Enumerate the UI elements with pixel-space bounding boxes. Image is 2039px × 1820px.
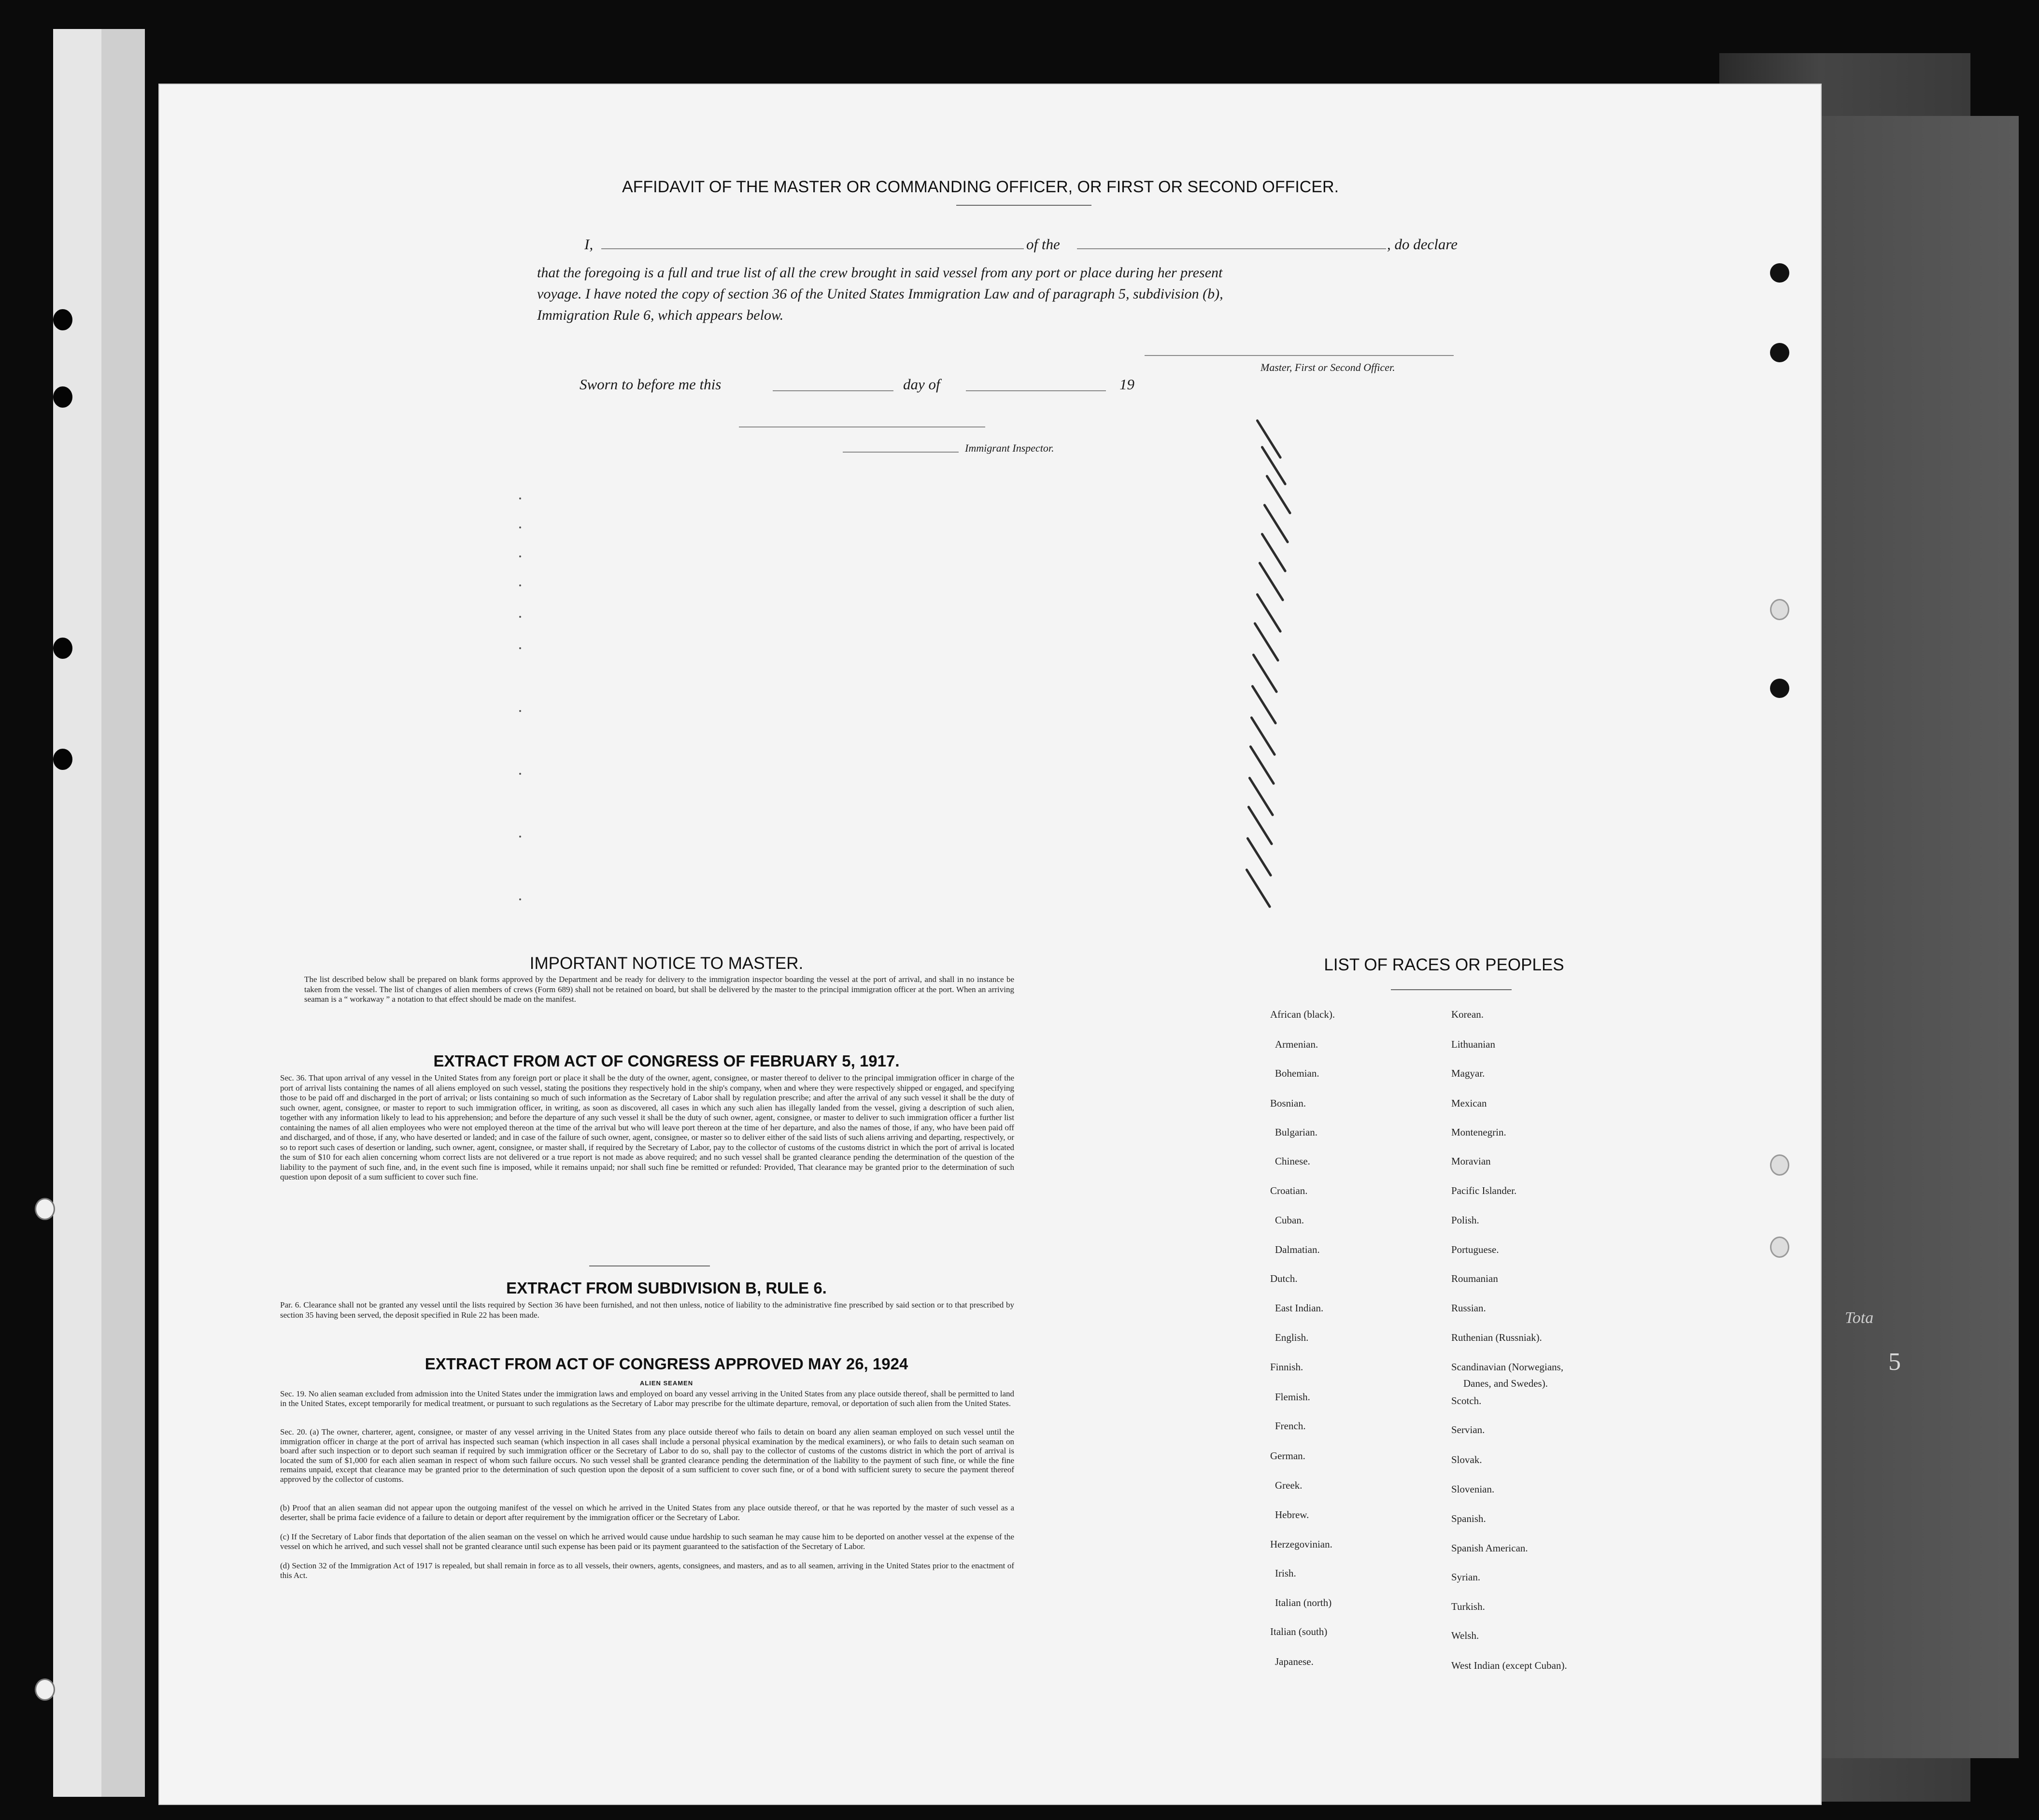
- race-item: Chinese.: [1275, 1155, 1310, 1167]
- punch-hole: [1770, 679, 1789, 698]
- race-item: Korean.: [1451, 1009, 1484, 1020]
- race-item: Russian.: [1451, 1302, 1486, 1314]
- sworn-label: Sworn to before me this: [580, 376, 722, 393]
- speck: [519, 555, 521, 557]
- inspector-label: Immigrant Inspector.: [965, 442, 1054, 454]
- race-item: Italian (north): [1275, 1597, 1332, 1608]
- ring-hole: [35, 1198, 55, 1220]
- extract-1924-sec20c: (c) If the Secretary of Labor finds that deportation of the alien seaman on the vessel on which he arrived would cause undue hardship to such seaman he may cause him to be deported on another vessel at the expense of the vessel on which he arrived, and such vessel shall not be granted clearance until such expense has been paid or its payment guaranteed to the satisfaction of the Secretary of Labor.: [280, 1532, 1014, 1551]
- affidavit-of-the: of the: [1026, 236, 1060, 253]
- extract-1924-title: EXTRACT FROM ACT OF CONGRESS APPROVED MAY 26, 1924: [425, 1355, 908, 1373]
- race-item: Syrian.: [1451, 1571, 1481, 1583]
- vessel-blank[interactable]: [1077, 248, 1386, 249]
- race-item: Bulgarian.: [1275, 1126, 1318, 1138]
- ring-hole: [35, 1678, 55, 1701]
- race-item: German.: [1270, 1450, 1305, 1462]
- race-item: Finnish.: [1270, 1361, 1303, 1373]
- race-item: Slovenian.: [1451, 1483, 1495, 1495]
- speck: [519, 647, 521, 649]
- background-sheet-edge: [1787, 116, 2019, 1758]
- extract-rule6-text: Par. 6. Clearance shall not be granted any vessel until the lists required by Section 36 have been furnished, and not then unless, notice of liability to the administrative fine prescribed by said section or to that prescribed by section 35 having been served, the deposit specified in Rule 22 has been made.: [280, 1300, 1014, 1320]
- speck: [519, 898, 521, 900]
- extract-rule6-title: EXTRACT FROM SUBDIVISION B, RULE 6.: [506, 1279, 827, 1297]
- race-item: Japanese.: [1275, 1656, 1314, 1667]
- race-item: English.: [1275, 1332, 1309, 1343]
- binder-strip-inner: [101, 29, 145, 1797]
- race-item: Danes, and Swedes).: [1463, 1378, 1548, 1389]
- affidavit-title: AFFIDAVIT OF THE MASTER OR COMMANDING OFFICER, OR FIRST OR SECOND OFFICER.: [622, 178, 1339, 196]
- binder-strip: [53, 29, 101, 1797]
- race-item: Flemish.: [1275, 1391, 1310, 1403]
- divider: [1391, 989, 1512, 990]
- punch-hole: [1770, 263, 1789, 283]
- race-item: Slovak.: [1451, 1454, 1482, 1465]
- race-item: Servian.: [1451, 1424, 1485, 1436]
- affidavit-declare: , do declare: [1387, 236, 1458, 253]
- ring-hole: [1770, 1154, 1789, 1176]
- race-item: Dutch.: [1270, 1273, 1298, 1284]
- speck: [519, 584, 521, 586]
- affidavit-text-line: that the foregoing is a full and true list of all the crew brought in said vessel from any port or place during her present: [537, 265, 1223, 281]
- speck: [519, 616, 521, 618]
- race-item: East Indian.: [1275, 1302, 1324, 1314]
- race-item: Greek.: [1275, 1479, 1303, 1491]
- race-item: Mexican: [1451, 1097, 1487, 1109]
- race-item: Magyar.: [1451, 1067, 1485, 1079]
- margin-note-count: 5: [1888, 1348, 1901, 1376]
- race-item: Ruthenian (Russniak).: [1451, 1332, 1542, 1343]
- extract-1917-title: EXTRACT FROM ACT OF CONGRESS OF FEBRUARY 5, 1917.: [433, 1052, 900, 1070]
- extract-1924-subtitle: ALIEN SEAMEN: [639, 1379, 694, 1387]
- race-item: African (black).: [1270, 1009, 1335, 1020]
- race-item: Italian (south): [1270, 1626, 1328, 1637]
- race-item: Welsh.: [1451, 1630, 1479, 1641]
- punch-hole: [53, 638, 72, 659]
- margin-note-total: Tota: [1845, 1309, 1874, 1327]
- divider: [589, 1265, 710, 1266]
- day-of-label: day of: [903, 376, 940, 393]
- punch-hole: [1770, 343, 1789, 362]
- ring-hole: [1770, 1237, 1789, 1258]
- race-item: Portuguese.: [1451, 1244, 1499, 1255]
- race-item: Croatian.: [1270, 1185, 1308, 1196]
- name-blank[interactable]: [601, 248, 1024, 249]
- signature-blank[interactable]: [1145, 355, 1454, 356]
- signature-label: Master, First or Second Officer.: [1260, 361, 1395, 373]
- race-item: Spanish.: [1451, 1513, 1486, 1524]
- punch-hole: [53, 309, 72, 330]
- race-item: Bohemian.: [1275, 1067, 1319, 1079]
- affidavit-text-line: voyage. I have noted the copy of section 36 of the United States Immigration Law and of paragraph 5, subdivision (b),: [537, 286, 1223, 302]
- race-item: Scandinavian (Norwegians,: [1451, 1361, 1564, 1373]
- punch-hole: [53, 749, 72, 770]
- races-title: LIST OF RACES OR PEOPLES: [1324, 955, 1564, 974]
- race-item: Scotch.: [1451, 1395, 1482, 1407]
- notice-text: The list described below shall be prepared on blank forms approved by the Department and be ready for delivery to the immigration inspector boarding the vessel at the port of arrival, and shall in no instance be taken from the vessel. The list of changes of alien members of crews (Form 689) shall not be retained on board, but shall be delivered by the master to the principal immigration officer at the port. When an arriving seaman is a “ workaway ” a notation to that effect should be made on the manifest.: [304, 975, 1014, 1004]
- race-item: Montenegrin.: [1451, 1126, 1506, 1138]
- speck: [519, 773, 521, 775]
- extract-1917-text: Sec. 36. That upon arrival of any vessel in the United States from any foreign port or place it shall be the duty of the owner, agent, consignee, or master thereof to deliver to the principal immigration officer in charge of the port of arrival lists containing the names of all aliens employed on such vessel, stating the positions they respectively hold in the ship's company, when and where they were respectively shipped or engaged, and specifying those to be paid off and discharged in the port of arrival; or lists containing so much of such information as the Secretary of Labor shall by regulation prescribe; and after the arrival of any such vessel it shall be the duty of such owner, agent, consignee, or master to report to such immigration officer, in writing, as soon as discovered, all cases in which any such alien has illegally landed from the vessel, giving a description of such alien, together with any information likely to lead to his apprehension; and before the departure of any such vessel it shall be the duty of such owner, agent, consignee, or master to deliver to such immigration officer a further list containing the names of all alien employees who were not employed thereon at the time of the arrival but who will leave port thereon at the time of her departure, and also the names of those, if any, who have been paid off and discharged, and of those, if any, who have deserted or landed; and in case of the failure of such owner, agent, consignee, or master so to deliver either of the said lists of such aliens arriving and departing, respectively, or so to report such cases of desertion or landing, such owner, agent, consignee, or master shall, if required by the Secretary of Labor, pay to the collector of customs of the customs district in which the port of arrival is located the sum of $10 for each alien concerning whom correct lists are not delivered or a true report is not made as above required; and no such vessel shall be granted clearance pending the determination of the question of the liability to the payment of such fine, and, in the event such fine is imposed, while it remains unpaid; nor shall such fine be remitted or refunded: Provided, That clearance may be granted prior to the determination of such question upon deposit of a sum sufficient to cover such fine.: [280, 1073, 1014, 1181]
- race-item: Polish.: [1451, 1214, 1479, 1226]
- affidavit-i: I,: [584, 236, 594, 253]
- race-item: Irish.: [1275, 1567, 1296, 1579]
- extract-1924-sec19: Sec. 19. No alien seaman excluded from admission into the United States under the immigration laws and employed on board any vessel arriving in the United States from any place outside thereof, shall be permitted to land in the United States, except temporarily for medical treatment, or pursuant to such regulations as the Secretary of Labor may prescribe for the ultimate departure, removal, or deportation of such alien from the United States.: [280, 1389, 1014, 1408]
- year-label: 19: [1119, 376, 1134, 393]
- race-item: Turkish.: [1451, 1601, 1485, 1612]
- divider: [956, 205, 1091, 206]
- speck: [519, 836, 521, 838]
- race-item: West Indian (except Cuban).: [1451, 1660, 1567, 1671]
- inspector-blank-2[interactable]: [843, 452, 959, 453]
- race-item: Moravian: [1451, 1155, 1491, 1167]
- race-item: Hebrew.: [1275, 1509, 1309, 1521]
- race-item: Bosnian.: [1270, 1097, 1306, 1109]
- extract-1924-sec20b: (b) Proof that an alien seaman did not appear upon the outgoing manifest of the vessel on which he arrived in the United States from any place outside thereof, or that he was reported by the master of such vessel as a deserter, shall be prima facie evidence of a failure to detain or deport after requirement by the immigration officer or the Secretary of Labor.: [280, 1503, 1014, 1522]
- race-item: Herzegovinian.: [1270, 1538, 1332, 1550]
- race-item: Pacific Islander.: [1451, 1185, 1517, 1196]
- affidavit-text-line: Immigration Rule 6, which appears below.: [537, 307, 784, 323]
- speck: [519, 498, 521, 499]
- speck: [519, 710, 521, 712]
- race-item: French.: [1275, 1420, 1306, 1432]
- punch-hole: [53, 386, 72, 408]
- race-item: Cuban.: [1275, 1214, 1304, 1226]
- notice-title: IMPORTANT NOTICE TO MASTER.: [529, 954, 804, 973]
- race-item: Spanish American.: [1451, 1542, 1528, 1554]
- speck: [519, 526, 521, 528]
- extract-1924-sec20a: Sec. 20. (a) The owner, charterer, agent, consignee, or master of any vessel arriving in the United States from any place outside thereof who fails to detain on board any alien seaman employed on such vessel until the immigration officer in charge at the port of arrival has inspected such seaman (which inspection in all cases shall include a personal physical examination by the medical examiners), or who fails to detain such seaman on board after such inspection or to deport such seaman if required by such immigration officer or the Secretary of Labor to do so, shall pay to the collector of customs of the customs district in which the port of arrival is located the sum of $1,000 for each alien seaman in respect of whom such failure occurs. No such vessel shall be granted clearance pending the determination of the liability to the payment of such fine, or while the fine remains unpaid, except that clearance may be granted prior to the determination of such question upon the deposit of a sum sufficient to cover such fine, or of a bond with sufficient surety to secure the payment thereof approved by the collector of customs.: [280, 1427, 1014, 1484]
- sworn-month-blank[interactable]: [966, 390, 1106, 391]
- sworn-day-blank[interactable]: [773, 390, 893, 391]
- race-item: Roumanian: [1451, 1273, 1498, 1284]
- extract-1924-sec20d: (d) Section 32 of the Immigration Act of 1917 is repealed, but shall remain in force as to all vessels, their owners, agents, consignees, and masters, and as to all seamen, arriving in the United States prior to the enactment of this Act.: [280, 1561, 1014, 1580]
- race-item: Lithuanian: [1451, 1038, 1495, 1050]
- race-item: Dalmatian.: [1275, 1244, 1320, 1255]
- race-item: Armenian.: [1275, 1038, 1318, 1050]
- ring-hole: [1770, 599, 1789, 620]
